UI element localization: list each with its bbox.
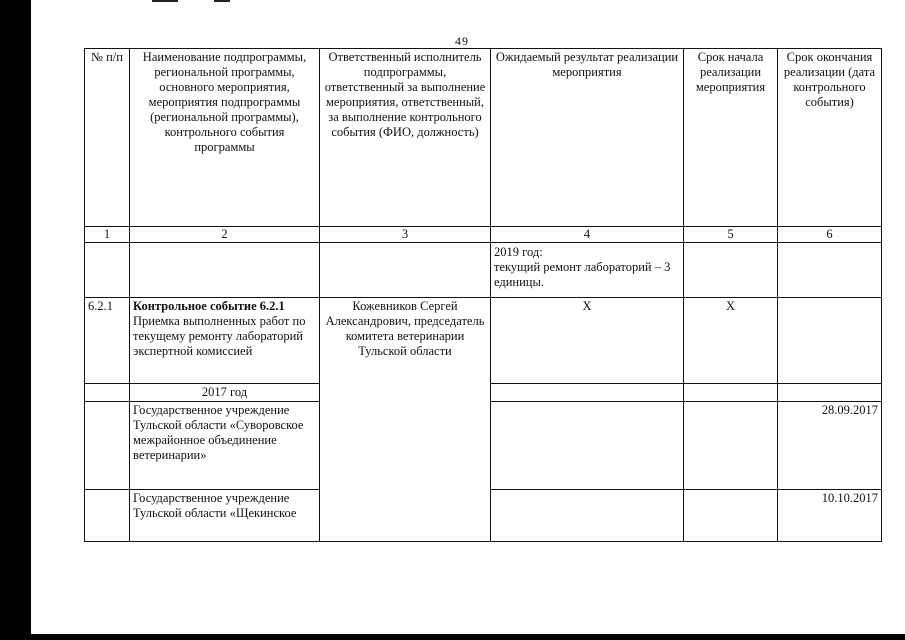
event-responsible: Кожевников Сергей Александрович, председатель комитета ветеринарии Тульской области: [320, 298, 491, 542]
year-label: 2017 год: [130, 384, 320, 402]
empty-cell: [130, 243, 320, 298]
institution-end-date: 28.09.2017: [778, 402, 882, 490]
empty-cell: [684, 384, 778, 402]
institution-end-date: 10.10.2017: [778, 490, 882, 542]
table-row: [85, 243, 882, 298]
header-result: Ожидаемый результат реализации мероприятия: [491, 49, 684, 227]
event-title: Контрольное событие 6.2.1: [133, 299, 285, 313]
event-result: Х: [491, 298, 684, 384]
column-number: 4: [491, 227, 684, 243]
header-number: № п/п: [85, 49, 130, 227]
column-number: 6: [778, 227, 882, 243]
empty-cell: [491, 490, 684, 542]
event-start: Х: [684, 298, 778, 384]
empty-cell: [85, 402, 130, 490]
scan-bottom-border: [0, 634, 905, 640]
empty-cell: [684, 402, 778, 490]
empty-cell: [778, 243, 882, 298]
empty-cell: [684, 490, 778, 542]
institution-name: Государственное учреждение Тульской области «Щекинское: [130, 490, 320, 542]
event-name-cell: [130, 298, 320, 384]
header-responsible: Ответственный исполнитель подпрограммы, ответственный за выполнение мероприятия, ответственный, за выполнение контрольного события (ФИО, должность): [320, 49, 491, 227]
empty-cell: [778, 298, 882, 384]
empty-cell: [491, 402, 684, 490]
plan-table: [84, 48, 882, 542]
header-start-date: Срок начала реализации мероприятия: [684, 49, 778, 227]
empty-cell: [491, 384, 684, 402]
column-number: 5: [684, 227, 778, 243]
event-description: Приемка выполненных работ по текущему ремонту лабораторий экспертной комиссией: [133, 314, 306, 358]
previous-result-cell: 2019 год: текущий ремонт лабораторий – 3 единицы.: [491, 243, 684, 298]
table-header-row: [85, 49, 882, 227]
column-number: 3: [320, 227, 491, 243]
scan-top-mark: [152, 0, 178, 2]
column-number: 1: [85, 227, 130, 243]
header-end-date: Срок окончания реализации (дата контрольного события): [778, 49, 882, 227]
page-number: 49: [455, 34, 469, 48]
empty-cell: [778, 384, 882, 402]
institution-name: Государственное учреждение Тульской области «Суворовское межрайонное объединение ветеринарии»: [130, 402, 320, 490]
column-number: 2: [130, 227, 320, 243]
column-number-row: [85, 227, 882, 243]
scan-left-border: [0, 0, 31, 640]
empty-cell: [85, 243, 130, 298]
empty-cell: [85, 490, 130, 542]
header-name: Наименование подпрограммы, региональной программы, основного мероприятия, мероприятия подпрограммы (региональной программы), контрольного события программы: [130, 49, 320, 227]
empty-cell: [684, 243, 778, 298]
table-row: [85, 298, 882, 384]
empty-cell: [320, 243, 491, 298]
event-number: 6.2.1: [85, 298, 130, 384]
empty-cell: [85, 384, 130, 402]
scan-top-mark: [214, 0, 230, 2]
